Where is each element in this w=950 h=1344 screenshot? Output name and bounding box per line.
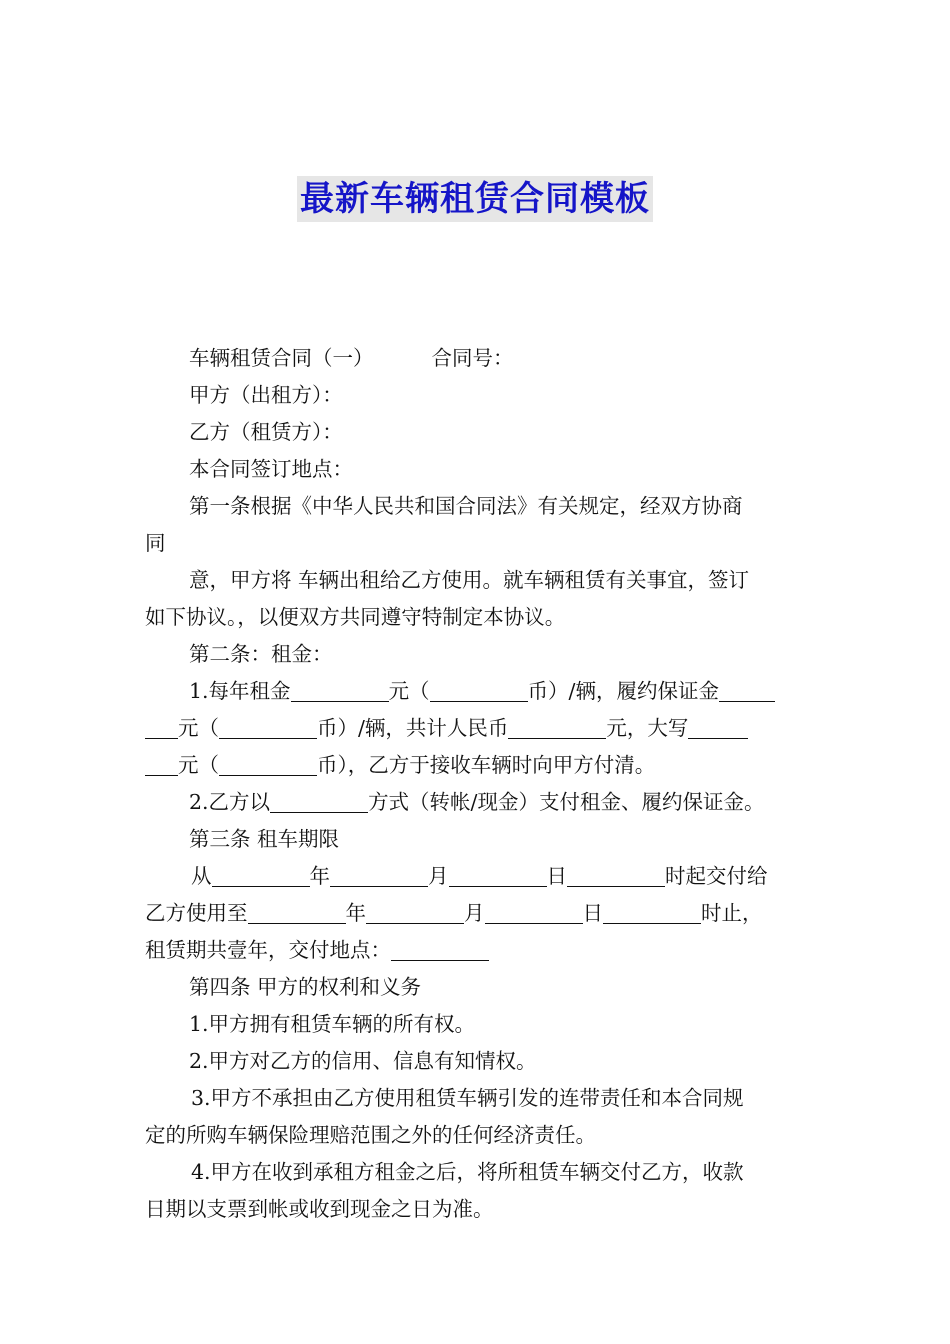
text-segment: 租赁期共壹年，交付地点：: [145, 938, 391, 962]
article-3-line-2: [145, 895, 810, 932]
fill-blank: [219, 714, 317, 739]
article-3-line-1: [145, 858, 810, 895]
contract-header: [145, 340, 810, 377]
fill-blank: [508, 714, 606, 739]
text-segment: 元（: [388, 679, 430, 703]
text-segment: 2.乙方以: [189, 790, 271, 814]
text-segment: 时止，: [701, 901, 763, 925]
article-4-item-4-line-1: 4.甲方在收到承租方租金之后，将所租赁车辆交付乙方，收款: [191, 1160, 744, 1184]
article-3-line-3: [145, 932, 810, 969]
contract-no-label: 合同号：: [431, 346, 514, 370]
article-1-line-2: 同: [145, 531, 166, 555]
text-segment: 元（: [178, 753, 219, 777]
text-segment: 日: [546, 864, 567, 888]
fill-blank: [366, 899, 464, 924]
article-4-item-3-line-2: 定的所购车辆保险理赔范围之外的任何经济责任。: [145, 1123, 596, 1147]
article-1-line-4: 如下协议。，以便双方共同遵守特制定本协议。: [145, 605, 566, 629]
article-1-line-1: 第一条根据《中华人民共和国合同法》有关规定，经双方协商: [189, 494, 743, 518]
article-4-item-3-line-1: 3.甲方不承担由乙方使用租赁车辆引发的连带责任和本合同规: [191, 1086, 744, 1110]
fill-blank: [391, 936, 489, 961]
text-segment: 元（: [178, 716, 219, 740]
article-2-heading: 第二条：租金：: [189, 642, 333, 666]
fill-blank: [330, 862, 428, 887]
title-wrap: [0, 176, 950, 222]
document-title: 最新车辆租赁合同模板: [297, 176, 653, 222]
text-segment: 年: [345, 901, 366, 925]
article-4-item-2: 2.甲方对乙方的信用、信息有知情权。: [189, 1049, 537, 1073]
text-segment: 方式（转帐/现金）支付租金、履约保证金。: [368, 790, 765, 814]
article-3-heading: 第三条 租车期限: [189, 827, 340, 851]
fill-blank: [719, 677, 775, 702]
text-segment: 月: [464, 901, 485, 925]
text-segment: 日: [582, 901, 603, 925]
fill-blank: [145, 714, 178, 739]
text-segment: 元，大写: [606, 716, 689, 740]
party-b-line: 乙方（租赁方）：: [189, 420, 343, 444]
party-a-line: 甲方（出租方）：: [189, 383, 343, 407]
article-2-item-1-line-3: [145, 747, 810, 784]
document-body: [145, 340, 810, 1228]
text-segment: 币），乙方于接收车辆时向甲方付清。: [317, 753, 656, 777]
text-segment: 从: [191, 864, 212, 888]
article-2-item-1-line-1: [145, 673, 810, 710]
article-1-line-3: 意，甲方将 车辆出租给乙方使用。就车辆租赁有关事宜，签订: [189, 568, 750, 592]
text-segment: 时起交付给: [665, 864, 768, 888]
fill-blank: [291, 677, 389, 702]
text-segment: 1.每年租金: [189, 679, 291, 703]
text-segment: 乙方使用至: [145, 901, 248, 925]
contract-name: 车辆租赁合同（一）: [189, 346, 374, 370]
article-2-item-1-line-2: [145, 710, 810, 747]
text-segment: 月: [428, 864, 449, 888]
fill-blank: [603, 899, 701, 924]
fill-blank: [270, 788, 368, 813]
fill-blank: [567, 862, 665, 887]
fill-blank: [248, 899, 346, 924]
text-segment: 年: [309, 864, 330, 888]
sign-place-line: 本合同签订地点：: [189, 457, 353, 481]
text-segment: 币）/辆，履约保证金: [527, 679, 719, 703]
article-4-item-1: 1.甲方拥有租赁车辆的所有权。: [189, 1012, 476, 1036]
article-4-heading: 第四条 甲方的权利和义务: [189, 975, 422, 999]
fill-blank: [430, 677, 528, 702]
fill-blank: [449, 862, 547, 887]
fill-blank: [688, 714, 748, 739]
fill-blank: [145, 751, 178, 776]
article-4-item-4-line-2: 日期以支票到帐或收到现金之日为准。: [145, 1197, 494, 1221]
text-segment: 币）/辆，共计人民币: [317, 716, 509, 740]
fill-blank: [212, 862, 310, 887]
fill-blank: [485, 899, 583, 924]
fill-blank: [219, 751, 317, 776]
article-2-item-2: [145, 784, 810, 821]
